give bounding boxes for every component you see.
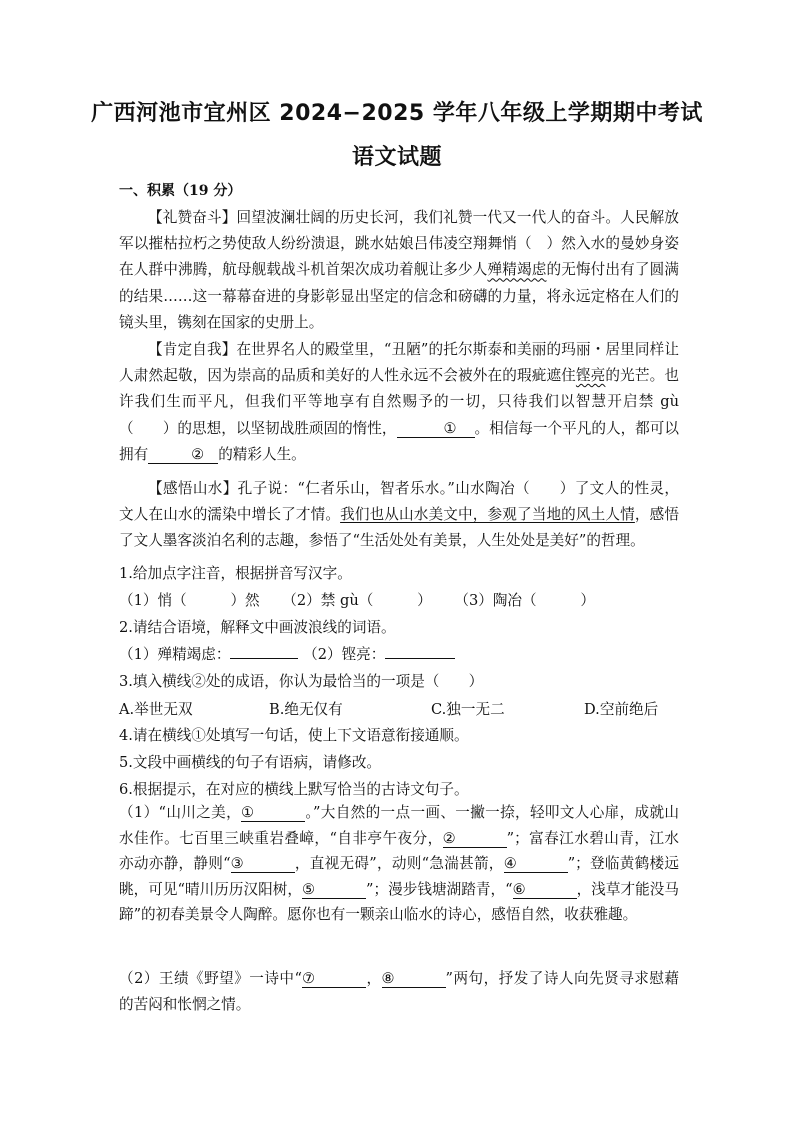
- q6-text: ”；漫步钱塘湖踏青，“: [366, 880, 513, 898]
- poem-blank-8[interactable]: ⑧: [382, 971, 446, 988]
- passage-text: 的无悔付出有了圆满的结果……这一幕幕奋进的身影彰显出坚定的信念和磅礴的力量，将永远定格在人们的镜头里，镌刻在国家的史册上。: [119, 261, 679, 331]
- q6-text: ”；登临黄鹤楼远眺，可见“晴川历历汉阳树，: [119, 855, 679, 898]
- poem-blank-7[interactable]: ⑦: [302, 971, 366, 988]
- q1-item: （3）陶冶（ ）: [454, 592, 595, 609]
- q6-text: ”；富春江水碧山青，江水亦动亦静，静则“: [119, 829, 679, 872]
- question-2-items: [119, 643, 679, 664]
- q6-text: ”两句，抒发了诗人向先贤寻求慰藉的苦闷和怅惘之情。: [119, 970, 679, 1013]
- passage-text: 。相信每一个平凡的人，都可以拥有: [119, 419, 679, 463]
- q2-item: （1）殚精竭虑：: [119, 646, 231, 663]
- passage-text: 的光芒。也许我们生而平凡，但我们平等地享有自然赐予的一切，只待我们以智慧开启禁 gù（ ）的思想，以坚韧战胜顽固的惰性，: [119, 367, 679, 437]
- q2-item: （2）铿亮：: [303, 646, 386, 663]
- question-6: 6.根据提示，在对应的横线上默写恰当的古诗文句子。: [119, 781, 469, 798]
- section-heading: 一、积累（19 分）: [119, 183, 242, 199]
- answer-blank[interactable]: [385, 644, 455, 659]
- underlined-sentence: 我们也从山水美文中，参观了当地的风土人情: [340, 506, 635, 524]
- poem-blank-3[interactable]: ③: [231, 856, 295, 873]
- question-3: 3.填入横线②处的成语，你认为最恰当的一项是（ ）: [119, 673, 484, 690]
- poem-blank-5[interactable]: ⑤: [302, 882, 366, 899]
- passage-text: 【感悟山水】孔子说：“仁者乐山，智者乐水。”山水陶冶（ ）了文人的性灵，文人在山水的濡染中增长了才情。: [119, 480, 679, 524]
- option-c[interactable]: C.独一无二: [431, 701, 505, 718]
- question-1-items: [119, 589, 679, 610]
- passage-praise-struggle: [119, 205, 679, 336]
- blank-2[interactable]: ②: [148, 447, 218, 464]
- passage-text: 入水的曼妙身姿在人群中沸腾，航母舰载战斗机首架次成功着舰让多少人: [119, 235, 679, 279]
- passage-text: 悄（ ）然: [502, 235, 576, 253]
- option-b[interactable]: B.绝无仅有: [269, 701, 343, 718]
- q6-text: （1）“山川之美，: [119, 804, 242, 821]
- option-d[interactable]: D.空前绝后: [584, 701, 659, 718]
- poem-blank-1[interactable]: ①: [241, 805, 305, 822]
- question-2: 2.请结合语境，解释文中画波浪线的词语。: [119, 619, 396, 636]
- passage-feel-landscape: [119, 476, 679, 555]
- wavy-word: 铿亮: [575, 367, 606, 385]
- q6-text: ，浅草才能没马蹄”的初春美景令人陶醉。愿你也有一颗亲山临水的诗心，感悟自然，收获雅趣。: [119, 880, 679, 923]
- q6-text: 。”大自然的一点一画、一撇一捺，轻叩文人心扉，成就山水佳作。七百里三峡重岩叠嶂，“自非亭午夜分，: [119, 804, 679, 847]
- q6-text: ，直视无碍”，动则“急湍甚箭，: [294, 855, 504, 872]
- question-6-part-2: [119, 966, 679, 1017]
- passage-text: 【礼赞奋斗】回望波澜壮阔的历史长河，我们礼赞一代又一代人的奋斗。人民解放军以摧枯拉朽之势使敌人纷纷溃退，跳水姑娘吕伟凌空翔舞: [119, 209, 679, 253]
- poem-blank-6[interactable]: ⑥: [513, 882, 577, 899]
- passage-text: 【肯定自我】在世界名人的殿堂里，“丑陋”的托尔斯泰和美丽的玛丽・居里同样让人肃然起敬，因为崇高的品质和美好的人性永远不会被外在的瑕疵遮住: [119, 341, 679, 385]
- blank-1[interactable]: ①: [397, 421, 475, 438]
- answer-blank[interactable]: [230, 644, 298, 659]
- option-a[interactable]: A.举世无双: [119, 701, 193, 718]
- exam-title: 广西河池市宜州区 2024−2025 学年八年级上学期期中考试: [91, 101, 703, 126]
- passage-affirm-self: [119, 337, 679, 468]
- poem-blank-2[interactable]: ②: [443, 831, 507, 848]
- q6-text: ，: [365, 970, 382, 987]
- question-6-part-1: [119, 800, 679, 928]
- passage-text: ，感悟了文人墨客淡泊名利的志趣，参悟了“生活处处有美景，人生处处是美好”的哲理。: [119, 506, 679, 550]
- question-1: 1.给加点字注音，根据拼音写汉字。: [119, 565, 352, 582]
- exam-subtitle: 语文试题: [351, 145, 442, 170]
- question-5: 5.文段中画横线的句子有语病，请修改。: [119, 754, 382, 771]
- wavy-word: 殚精竭虑: [487, 261, 547, 279]
- q1-item: （2）禁 gù（ ）: [282, 592, 432, 609]
- q6-text: （2）王绩《野望》一诗中“: [119, 970, 302, 987]
- question-4: 4.请在横线①处填写一句话，使上下文语意衔接通顺。: [119, 727, 469, 744]
- q1-item: （1）悄（ ）然: [119, 592, 260, 609]
- passage-text: 的精彩人生。: [218, 445, 306, 463]
- poem-blank-4[interactable]: ④: [504, 856, 568, 873]
